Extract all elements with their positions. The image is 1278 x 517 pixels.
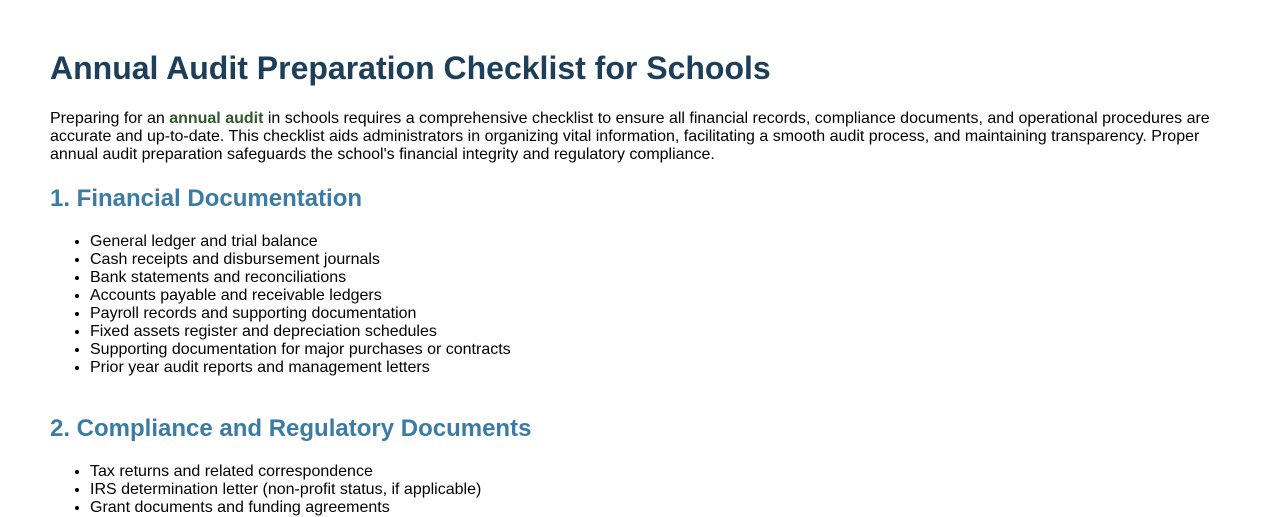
intro-paragraph bbox=[50, 110, 1228, 164]
list-item: • Prior year audit reports and management letters bbox=[90, 359, 1228, 377]
list-item: • Supporting documentation for major purchases or contracts bbox=[90, 341, 1228, 359]
compliance-list bbox=[50, 463, 1228, 517]
list-item: • IRS determination letter (non-profit status, if applicable) bbox=[90, 481, 1228, 499]
list-item: • Payroll records and supporting documentation bbox=[90, 305, 1228, 323]
list-item: • Grant documents and funding agreements bbox=[90, 499, 1228, 517]
list-item: • Cash receipts and disbursement journals bbox=[90, 251, 1228, 269]
intro-text-before: Preparing for an bbox=[50, 110, 170, 127]
page-title: Annual Audit Preparation Checklist for Schools bbox=[50, 50, 771, 86]
list-item: • Fixed assets register and depreciation schedules bbox=[90, 323, 1228, 341]
section-heading-financial: 1. Financial Documentation bbox=[50, 185, 363, 212]
financial-list bbox=[50, 233, 1228, 377]
list-item: • General ledger and trial balance bbox=[90, 233, 1228, 251]
list-item: • Tax returns and related correspondence bbox=[90, 463, 1228, 481]
intro-highlight: annual audit bbox=[169, 110, 264, 127]
list-item: • Accounts payable and receivable ledgers bbox=[90, 287, 1228, 305]
intro-text-after: in schools requires a comprehensive checklist to ensure all financial records, compliance documents, and operational procedures are accurate and up-to-date. This checklist aids administrators in organizing vital information, facilitating a smooth audit process, and maintaining transparency. Proper annual audit preparation safeguards the school's financial integrity and regulatory compliance. bbox=[50, 110, 1210, 163]
section-heading-compliance: 2. Compliance and Regulatory Documents bbox=[50, 415, 532, 442]
list-item: • Bank statements and reconciliations bbox=[90, 269, 1228, 287]
